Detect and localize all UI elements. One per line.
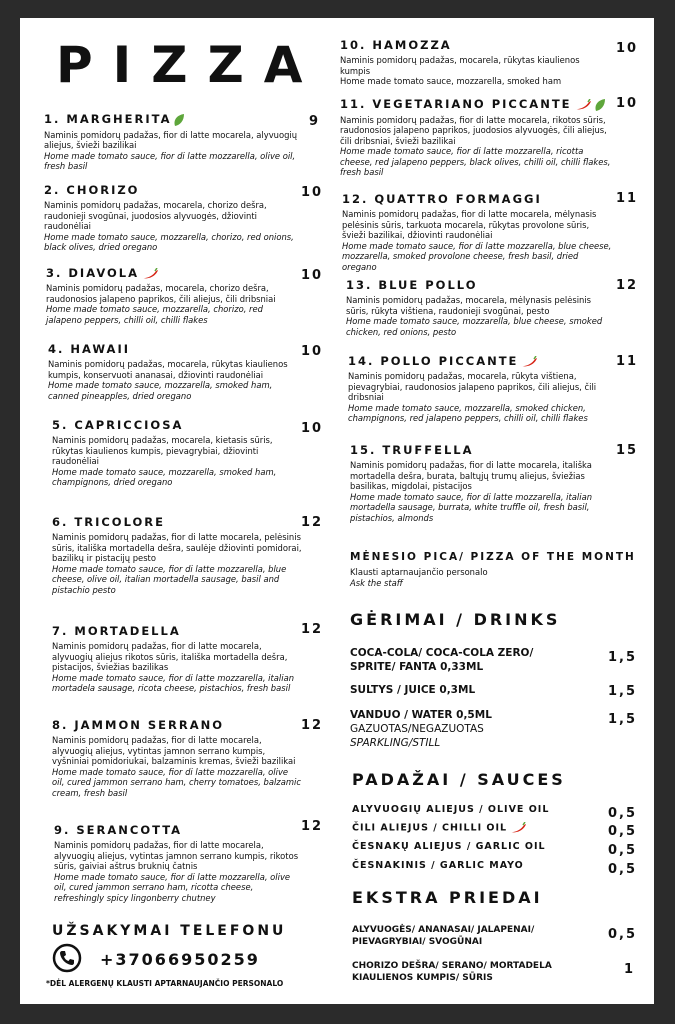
item-desc-lt: Naminis pomidorų padažas, fior di latte mocarela, itališka mortadella dešra, burata, baltųjų trumų aliejus, šviežias basilikas, migdolai, pistacijos (350, 460, 592, 492)
item-desc-en: Home made tomato sauce, fior di latte mozzarella, italian mortadella sausage, burrata, white truffle oil, fresh basil, pistachios, almonds (350, 491, 593, 523)
drink-price: 1,5 (608, 684, 638, 699)
item-desc-en: Home made tomato sauce, mozzarella, smoked chicken, champignons, red jalapeno peppers, chilli oil, chilli flakes (348, 402, 588, 424)
item-desc-lt: Naminis pomidorų padažas, fior di latte mocarela, alyvuogių aliejus rikotos sūris, itališka mortadella dešra, pistacijos, šviežias bazilikas (52, 641, 288, 673)
item-desc-en: Home made tomato sauce, fior di latte mozzarella, ricotta cheese, red jalapeno peppers, black olives, chilli oil, chilli flakes, fresh basil (340, 146, 611, 178)
item-desc-en: Home made tomato sauce, mozzarella, blue cheese, smoked chicken, red onions, pesto (346, 316, 603, 337)
menu-item-vegetariano-piccante (340, 97, 612, 178)
drink-price: 1,5 (608, 712, 638, 727)
chili-icon (574, 99, 592, 111)
extra-price: 0,5 (608, 927, 638, 942)
item-desc-lt: Naminis pomidorų padažas, mocarela, chorizo dešra, raudonieji svogūnai, juodosios alyvuogės, džiovinti raudonėliai (44, 200, 267, 232)
item-name: 2. CHORIZO (44, 183, 140, 197)
extra-item: ALYVUOGĖS/ ANANASAI/ JALAPENAI/ PIEVAGRYBIAI/ SVOGŪNAI (352, 925, 535, 947)
extras-title: EKSTRA PRIEDAI (352, 888, 543, 907)
drink-item: COCA-COLA/ COCA-COLA ZERO/ SPRITE/ FANTA 0,33ML (350, 647, 534, 673)
item-price: 10 (301, 344, 324, 359)
menu-item-hawaii (48, 342, 303, 401)
item-desc-en: Home made tomato sauce, mozzarella, chorizo, red onions, black olives, dried oregano (44, 231, 294, 253)
item-price: 11 (616, 354, 639, 369)
item-price: 10 (301, 421, 324, 436)
sauces-title: PADAŽAI / SAUCES (352, 770, 566, 789)
item-name: 9. SERANCOTTA (54, 823, 183, 837)
drink-sub-en: SPARKLING/STILL (350, 737, 441, 749)
month-desc-en: Ask the staff (350, 577, 403, 588)
menu-item-pollo-piccante (348, 354, 616, 424)
item-name: 1. MARGHERITA (44, 112, 172, 126)
item-desc-lt: Naminis pomidorų padažas, fior di latte mocarela, pelėsinis sūris, itališka mortadella dešra, saulėje džiovinti pomidorai, bazilikų ir pistacijų pesto (52, 532, 302, 564)
menu-item-serancotta (54, 823, 304, 904)
item-name: 3. DIAVOLA (46, 266, 140, 280)
item-desc-lt: Naminis pomidorų padažas, fior di latte mocarela, alyvuogių aliejus, švieži bazilikai (44, 129, 298, 151)
sauce-price: 0,5 (608, 806, 638, 821)
pizza-of-the-month (350, 550, 636, 588)
item-price: 12 (301, 718, 324, 733)
sauce-item: ČESNAKŲ ALIEJUS / GARLIC OIL (352, 841, 546, 852)
item-price: 12 (301, 819, 324, 834)
item-desc-lt: Naminis pomidorų padažas, fior di latte mocarela, rikotos sūris, raudonosios jalapeno paprikos, juodosios alyvuogės, čili aliejus, čili dribsniai, švieži bazilikai (340, 114, 607, 146)
item-price: 10 (301, 185, 324, 200)
item-desc-lt: Naminis pomidorų padažas, mocarela, mėlynasis pelėsinis sūris, rūkyta vištiena, raudonieji svogūnai, pesto (346, 295, 592, 316)
item-price: 12 (301, 515, 324, 530)
item-desc-lt: Naminis pomidorų padažas, fior di latte mocarela, alyvuogių aliejus, vytintas jamnon serrano kumpis, rikotos sūris, gaiviai aštrus bruknių čatnis (54, 840, 299, 872)
phone-icon (52, 943, 82, 973)
leaf-icon (594, 98, 606, 112)
drinks-title: GĖRIMAI / DRINKS (350, 610, 561, 629)
item-name: 7. MORTADELLA (52, 624, 181, 638)
item-desc-lt: Naminis pomidorų padažas, fior di latte mocarela, mėlynasis pelėsinis sūris, tarkuota mocarela, rūkytas provolone sūris, švieži bazilikai, džiovinti raudonėliai (342, 209, 597, 241)
menu-page (20, 18, 654, 1004)
menu-item-jammon-serrano (52, 718, 302, 799)
item-price: 10 (616, 96, 639, 111)
item-desc-lt: Naminis pomidorų padažas, mocarela, chorizo dešra, raudonosios jalapeno paprikos, čili aliejus, čili dribsniai (46, 283, 276, 304)
item-desc-en: Home made tomato sauce, fior di latte mozzarella, olive oil, cured jammon serrano ham, cherry tomatoes, balzamic cream, fresh basil (52, 766, 301, 798)
item-price: 15 (616, 443, 639, 458)
order-title: UŽSAKYMAI TELEFONU (52, 923, 287, 939)
menu-item-tricolore (52, 515, 302, 596)
menu-item-diavola (46, 266, 301, 325)
item-name: 11. VEGETARIANO PICCANTE (340, 97, 572, 111)
item-desc-en: Home made tomato sauce, fior di latte mozzarella, blue cheese, olive oil, italian mortadella sausage, basil and pistachio pesto (52, 563, 287, 595)
item-desc-en: Home made tomato sauce, fior di latte mozzarella, italian mortadela sausage, ricota cheese, pistachios, fresh basil (52, 672, 295, 694)
item-name: 12. QUATTRO FORMAGGI (342, 192, 542, 206)
item-price: 10 (616, 41, 639, 56)
item-desc-en: Home made tomato sauce, fior di latte mozzarella, olive oil, cured jammon serrano ham, ricotta cheese, refreshingly spicy lingonberry chutney (54, 871, 291, 903)
page-title: PIZZA (56, 36, 323, 94)
chili-icon (141, 268, 159, 280)
allergen-note: *DĖL ALERGENŲ KLAUSTI APTARNAUJANČIO PERSONALO (46, 979, 284, 988)
sauce-price: 0,5 (608, 824, 638, 839)
menu-item-hamozza (340, 38, 612, 87)
item-desc-lt: Naminis pomidorų padažas, mocarela, kietasis sūris, rūkytas kiaulienos kumpis, pievagrybiai, džiovinti raudonėliai (52, 435, 273, 467)
item-name: 13. BLUE POLLO (346, 278, 478, 292)
sauce-item: ČESNAKINIS / GARLIC MAYO (352, 860, 524, 871)
sauce-price: 0,5 (608, 843, 638, 858)
menu-item-capricciosa (52, 418, 302, 488)
item-name: 6. TRICOLORE (52, 515, 165, 529)
item-price: 12 (301, 622, 324, 637)
sauce-item: ALYVUOGIŲ ALIEJUS / OLIVE OIL (352, 804, 550, 815)
item-desc-lt: Naminis pomidorų padažas, mocarela, rūkytas kiaulienos kumpis, konservuoti ananasai, džiovinti raudonėliai (48, 359, 288, 380)
item-name: 10. HAMOZZA (340, 38, 452, 52)
item-price: 11 (616, 191, 639, 206)
item-name: 4. HAWAII (48, 342, 131, 356)
menu-item-chorizo (44, 183, 299, 253)
menu-item-blue-pollo (346, 278, 614, 337)
drink-item: SULTYS / JUICE 0,3ML (350, 684, 476, 696)
drink-price: 1,5 (608, 650, 638, 665)
menu-item-truffella (350, 443, 612, 524)
item-desc-lt: Naminis pomidorų padažas, mocarela, rūkytas kiaulienos kumpis (340, 55, 580, 76)
item-desc-en: Home made tomato sauce, mozzarella, smoked ham (340, 76, 562, 87)
item-desc-en: Home made tomato sauce, fior di latte mozzarella, olive oil, fresh basil (44, 150, 296, 172)
month-desc-lt: Klausti aptarnaujančio personalo (350, 567, 488, 577)
drink-label: VANDUO / WATER 0,5ML (350, 709, 492, 721)
sauce-label: ČILI ALIEJUS / CHILLI OIL (352, 822, 508, 834)
item-name: 14. POLLO PICCANTE (348, 354, 519, 368)
item-price: 12 (616, 278, 639, 293)
extra-item: CHORIZO DEŠRA/ SERANO/ MORTADELA KIAULIENOS KUMPIS/ SŪRIS (352, 961, 552, 983)
menu-item-mortadella (52, 624, 302, 694)
item-desc-en: Home made tomato sauce, mozzarella, chorizo, red jalapeno peppers, chilli oil, chilli flakes (46, 304, 263, 325)
order-phone[interactable]: +37066950259 (100, 950, 260, 969)
menu-item-quattro-formaggi (342, 192, 614, 273)
sauce-price: 0,5 (608, 862, 638, 877)
sauce-item (352, 822, 527, 834)
item-price: 10 (301, 268, 324, 283)
item-desc-lt: Naminis pomidorų padažas, fior di latte mocarela, alyvuogių aliejus, vytintas jamnon serrano kumpis, vyšniniai pomidoriukai, balzaminis kremas, švieži bazilikai (52, 735, 296, 767)
month-title: MĖNESIO PICA/ PIZZA OF THE MONTH (350, 551, 636, 563)
item-desc-lt: Naminis pomidorų padažas, mocarela, rūkyta vištiena, pievagrybiai, raudonosios jalapeno paprikos, čili aliejus, čili dribsniai (348, 371, 597, 403)
item-name: 8. JAMMON SERRANO (52, 718, 224, 732)
item-desc-en: Home made tomato sauce, mozzarella, smoked ham, canned pineapples, dried oregano (48, 380, 273, 401)
item-price: 9 (309, 114, 321, 129)
drink-sub: GAZUOTAS/NEGAZUOTAS (350, 723, 484, 735)
item-desc-en: Home made tomato sauce, fior di latte mozzarella, blue cheese, mozzarella, smoked provolone cheese, fresh basil, dried oregano (342, 240, 612, 272)
extra-price: 1 (624, 962, 636, 977)
item-name: 5. CAPRICCIOSA (52, 418, 184, 432)
leaf-icon (173, 113, 185, 127)
chili-icon (509, 822, 527, 834)
chili-icon (520, 356, 538, 368)
item-name: 15. TRUFFELLA (350, 443, 474, 457)
menu-item-margherita (44, 112, 299, 172)
item-desc-en: Home made tomato sauce, mozzarella, smoked ham, champignons, dried oregano (52, 466, 277, 488)
drink-item (350, 708, 570, 750)
